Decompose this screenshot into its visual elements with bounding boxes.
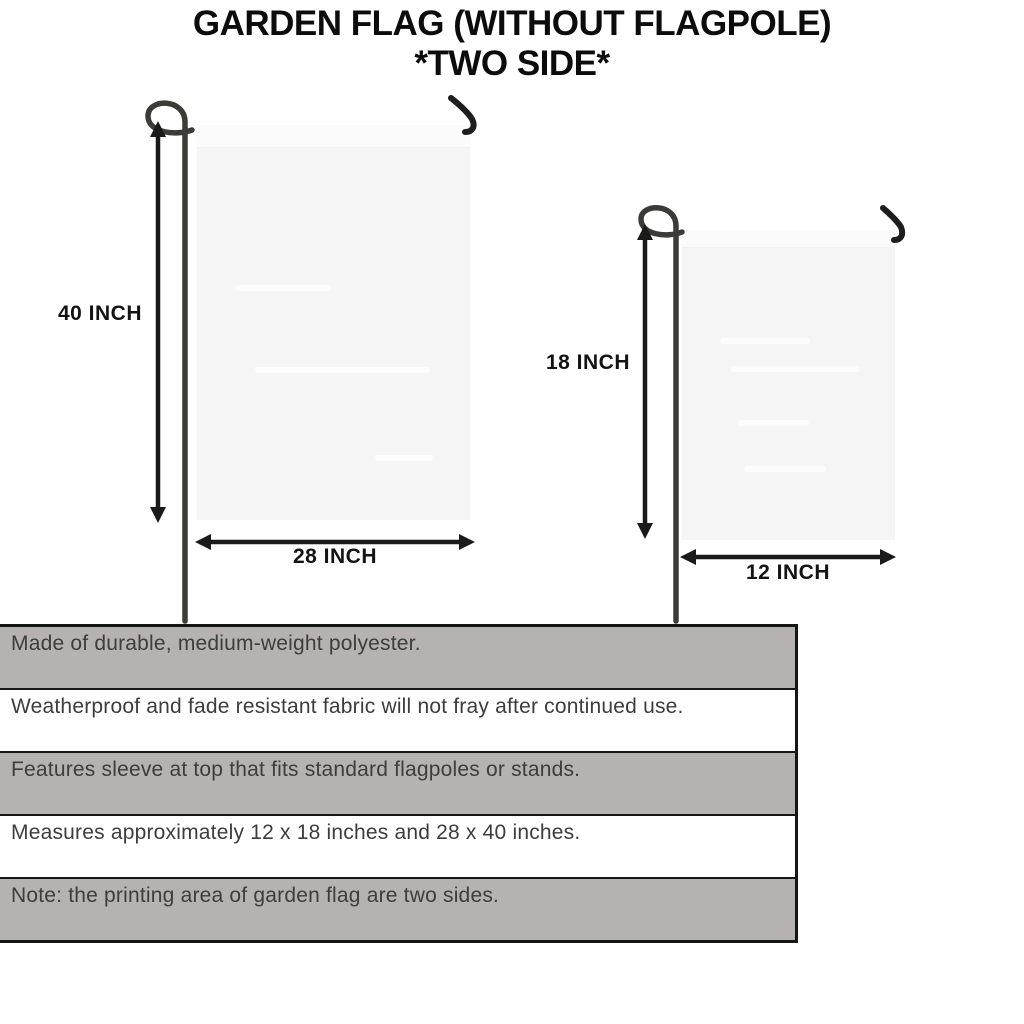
feature-row-material: Made of durable, medium-weight polyester.	[0, 627, 795, 688]
page-title: GARDEN FLAG (WITHOUT FLAGPOLE)	[192, 4, 832, 43]
title-block	[0, 4, 1024, 84]
small-flag-height-label: 18 INCH	[545, 351, 630, 374]
hanger-hook-icon	[451, 98, 474, 132]
feature-row-measures: Measures approximately 12 x 18 inches and 28 x 40 inches.	[0, 814, 795, 877]
large-flag-width-label: 28 INCH	[292, 545, 378, 568]
large-flag-height-arrow	[146, 121, 170, 523]
features-table	[0, 624, 798, 943]
feature-row-weatherproof: Weatherproof and fade resistant fabric will not fray after continued use.	[0, 688, 795, 751]
page-subtitle: *TWO SIDE*	[414, 44, 610, 83]
small-flag-width-label: 12 INCH	[745, 561, 831, 584]
hanger-hook-icon	[883, 208, 902, 240]
feature-row-note: Note: the printing area of garden flag are two sides.	[0, 877, 795, 940]
feature-row-sleeve: Features sleeve at top that fits standard flagpoles or stands.	[0, 751, 795, 814]
small-flag-height-arrow	[633, 224, 657, 539]
large-flag-height-label: 40 INCH	[57, 302, 142, 325]
